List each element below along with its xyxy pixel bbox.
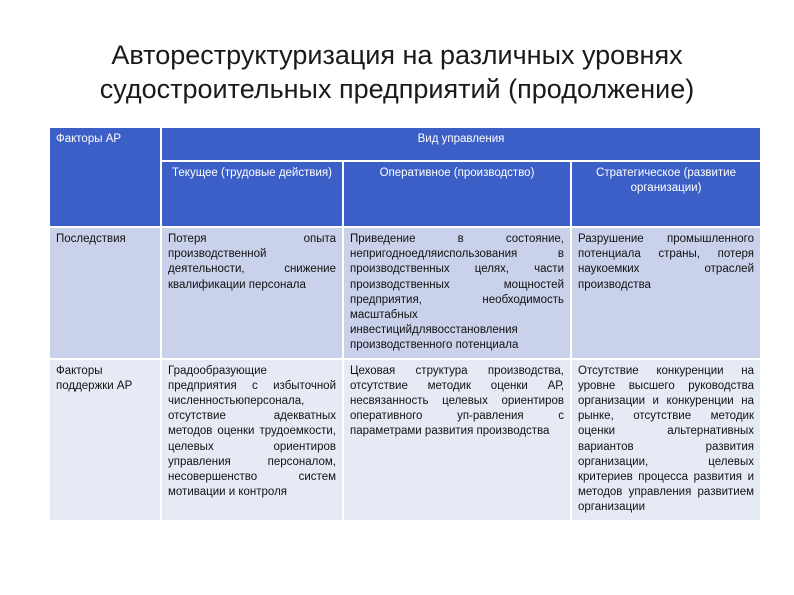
table-cell: Цеховая структура производства, отсутствие методик оценки АР, несвязанность целевых ориентиров оперативного уп-равления с параметрами развития производства xyxy=(343,359,571,521)
title-line-2: судостроительных предприятий (продолжение) xyxy=(99,74,695,104)
table-cell: Приведение в состояние, непригодноедляиспользования в производственных целях, части производственных мощностей предприятия, необходимость масштабных инвестицийдлявосстановления производственного потенциала xyxy=(343,227,571,359)
row-label-consequences: Последствия xyxy=(49,227,161,359)
comparison-table xyxy=(48,126,762,522)
header-column-operative: Оперативное (производство) xyxy=(343,161,571,227)
table-cell: Отсутствие конкуренции на уровне высшего руководства организации и конкуренции на рынке, отсутствие методик оценки альтернативных вариантов развития организации, целевых критериев процесса развития и методов управления развитием организации xyxy=(571,359,761,521)
row-label-support-factors: Факторы поддержки АР xyxy=(49,359,161,521)
slide-title xyxy=(20,38,774,106)
table-row xyxy=(49,359,761,521)
table-cell: Градообразующие предприятия с избыточной численностьюперсонала, отсутствие адекватных методов оценки трудоемкости, целевых ориентиров управления персоналом, несовершенство систем мотивации и контроля xyxy=(161,359,343,521)
table-header-row-group xyxy=(49,127,761,161)
table-cell: Потеря опыта производственной деятельности, снижение квалификации персонала xyxy=(161,227,343,359)
header-column-current: Текущее (трудовые действия) xyxy=(161,161,343,227)
header-factors: Факторы АР xyxy=(49,127,161,227)
header-column-strategic: Стратегическое (развитие организации) xyxy=(571,161,761,227)
title-line-1: Автореструктуризация на различных уровнях xyxy=(111,40,683,70)
header-management-type: Вид управления xyxy=(161,127,761,161)
table-row xyxy=(49,227,761,359)
table-cell: Разрушение промышленного потенциала страны, потеря наукоемких отраслей производства xyxy=(571,227,761,359)
